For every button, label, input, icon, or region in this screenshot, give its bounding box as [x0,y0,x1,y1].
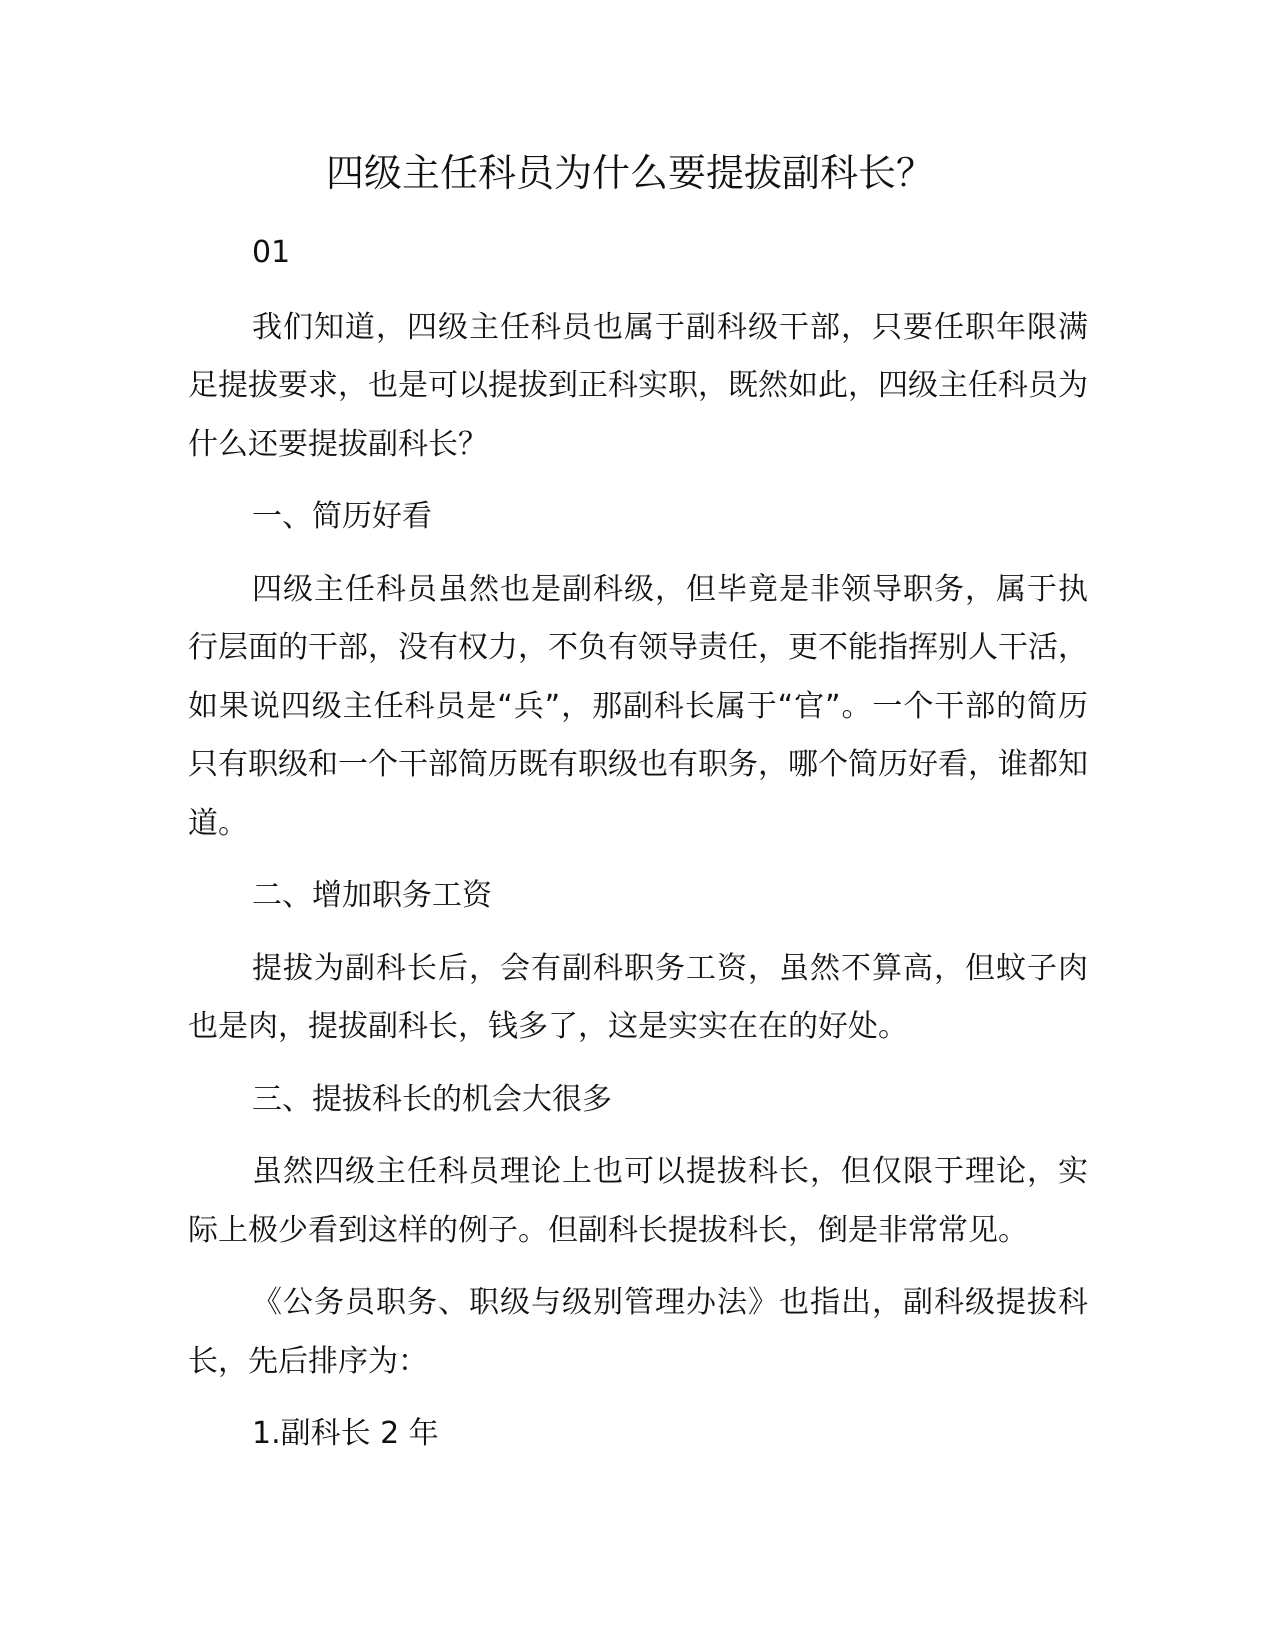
paragraph-promotion: 虽然四级主任科员理论上也可以提拔科长，但仅限于理论，实际上极少看到这样的例子。但副科长提拔科长，倒是非常常见。 [188,1154,1088,1248]
section-number: 01 [252,235,291,270]
paragraph-resume: 四级主任科员虽然也是副科级，但毕竟是非领导职务，属于执行层面的干部，没有权力，不负有领导责任，更不能指挥别人干活，如果说四级主任科员是“兵”，那副科长属于“官”。一个干部的简历只有职级和一个干部简历既有职级也有职务，哪个简历好看，谁都知道。 [188,571,1088,841]
document-body [188,224,1088,1478]
heading-salary: 二、增加职务工资 [252,878,492,913]
paragraph-regulation: 《公务员职务、职级与级别管理办法》也指出，副科级提拔科长，先后排序为： [188,1285,1088,1379]
paragraph-salary: 提拔为副科长后，会有副科职务工资，虽然不算高，但蚊子肉也是肉，提拔副科长，钱多了，这是实实在在的好处。 [188,950,1088,1044]
intro-paragraph: 我们知道，四级主任科员也属于副科级干部，只要任职年限满足提拔要求，也是可以提拔到正科实职，既然如此，四级主任科员为什么还要提拔副科长？ [188,309,1088,462]
list-item-1: 1.副科长 2 年 [252,1416,439,1451]
heading-promotion: 三、提拔科长的机会大很多 [252,1081,612,1117]
document-title: 四级主任科员为什么要提拔副科长？ [325,151,934,195]
heading-resume: 一、简历好看 [252,499,432,534]
